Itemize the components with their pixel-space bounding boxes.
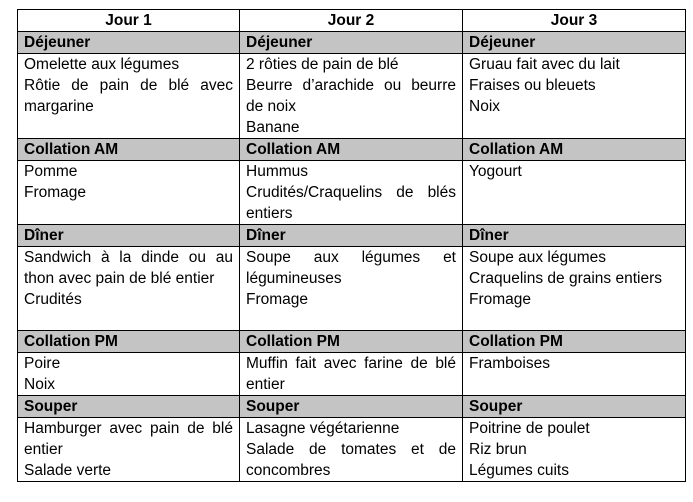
meal-items-cell — [240, 247, 463, 331]
meal-item: Fraises ou bleuets — [469, 77, 596, 94]
meal-section-title: Collation AM — [18, 139, 240, 161]
meal-section-row — [18, 32, 686, 54]
meal-items-row — [18, 418, 686, 482]
meal-section-title: Souper — [463, 396, 686, 418]
meal-items-row — [18, 54, 686, 139]
meal-item: Gruau fait avec du lait — [469, 56, 620, 73]
meal-item: Muffin fait avec farine de blé entier — [246, 355, 456, 393]
meal-section-title: Collation AM — [240, 139, 463, 161]
meal-item: Lasagne végétarienne — [246, 420, 400, 437]
meal-items-cell — [463, 353, 686, 396]
meal-items-cell — [18, 247, 240, 331]
meal-item: Fromage — [24, 184, 87, 201]
meal-item: Framboises — [469, 355, 550, 372]
meal-items-row — [18, 247, 686, 331]
meal-section-title: Déjeuner — [463, 32, 686, 54]
meal-item: Craquelins de grains entiers — [469, 270, 662, 287]
meal-item: Crudités — [24, 291, 82, 308]
meal-section-title: Souper — [18, 396, 240, 418]
meal-items-cell — [18, 353, 240, 396]
meal-items-cell — [463, 54, 686, 139]
meal-item: Rôtie de pain de blé avec margarine — [24, 77, 233, 115]
meal-plan-table — [17, 9, 686, 482]
meal-item: Noix — [24, 376, 56, 393]
meal-item: Salade de tomates et de concombres — [246, 441, 456, 479]
meal-items-cell — [240, 353, 463, 396]
meal-item: Riz brun — [469, 441, 527, 458]
meal-item: Banane — [246, 119, 300, 136]
meal-item: Sandwich à la dinde ou au thon avec pain de blé entier — [24, 249, 233, 287]
meal-item: Soupe aux légumes — [469, 249, 607, 266]
meal-item: Hummus — [246, 163, 309, 180]
meal-item: Omelette aux légumes — [24, 56, 180, 73]
meal-items-cell — [18, 418, 240, 482]
meal-items-cell — [463, 161, 686, 225]
meal-section-title: Déjeuner — [240, 32, 463, 54]
meal-section-title: Souper — [240, 396, 463, 418]
meal-item: Poire — [24, 355, 61, 372]
meal-item: 2 rôties de pain de blé — [246, 56, 399, 73]
meal-item: Fromage — [469, 291, 532, 308]
meal-item: Beurre d’arachide ou beurre de noix — [246, 77, 456, 115]
meal-items-cell — [463, 247, 686, 331]
meal-section-title: Dîner — [18, 225, 240, 247]
meal-items-cell — [240, 418, 463, 482]
meal-items-row — [18, 353, 686, 396]
meal-section-title: Collation PM — [240, 331, 463, 353]
meal-item: Salade verte — [24, 462, 112, 479]
meal-section-row — [18, 225, 686, 247]
meal-item: Noix — [469, 98, 501, 115]
meal-item: Yogourt — [469, 163, 522, 180]
meal-item: Hamburger avec pain de blé entier — [24, 420, 233, 458]
day-header: Jour 2 — [240, 10, 463, 32]
meal-item: Légumes cuits — [469, 462, 569, 479]
meal-item: Soupe aux légumes et légumineuses — [246, 249, 456, 287]
meal-section-title: Collation AM — [463, 139, 686, 161]
meal-section-row — [18, 331, 686, 353]
meal-items-row — [18, 161, 686, 225]
meal-section-title: Collation PM — [463, 331, 686, 353]
meal-item: Pomme — [24, 163, 78, 180]
meal-section-title: Dîner — [240, 225, 463, 247]
meal-items-cell — [18, 54, 240, 139]
meal-item: Fromage — [246, 291, 309, 308]
day-header-row — [18, 10, 686, 32]
day-header: Jour 1 — [18, 10, 240, 32]
meal-section-title: Dîner — [463, 225, 686, 247]
day-header: Jour 3 — [463, 10, 686, 32]
meal-item: Crudités/Craquelins de blés entiers — [246, 184, 456, 222]
meal-item: Poitrine de poulet — [469, 420, 590, 437]
meal-items-cell — [18, 161, 240, 225]
meal-items-cell — [463, 418, 686, 482]
meal-section-title: Déjeuner — [18, 32, 240, 54]
meal-section-row — [18, 139, 686, 161]
meal-section-title: Collation PM — [18, 331, 240, 353]
meal-items-cell — [240, 54, 463, 139]
meal-items-cell — [240, 161, 463, 225]
meal-section-row — [18, 396, 686, 418]
